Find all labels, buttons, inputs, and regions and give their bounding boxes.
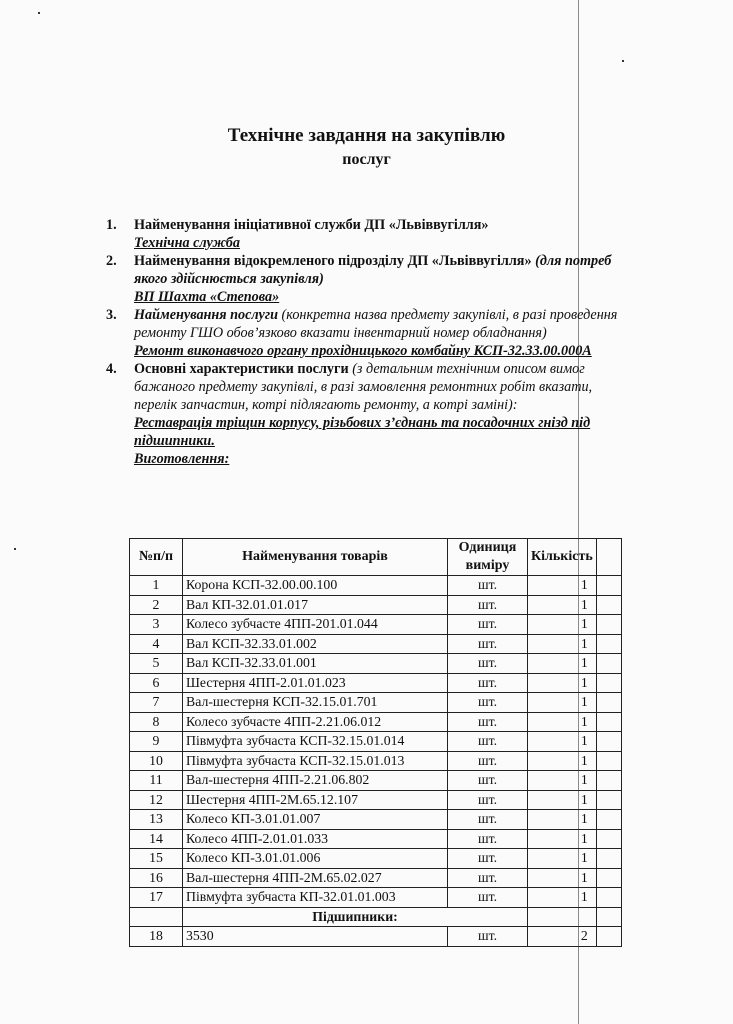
row-quantity: 1 xyxy=(528,693,597,713)
row-unit: шт. xyxy=(448,712,528,732)
row-extra-cell xyxy=(596,888,621,908)
row-extra-cell xyxy=(596,712,621,732)
requirements-list xyxy=(106,216,636,468)
table-row xyxy=(130,771,622,791)
row-extra-cell xyxy=(596,693,621,713)
table-row xyxy=(130,751,622,771)
row-number: 14 xyxy=(130,829,183,849)
table-row xyxy=(130,868,622,888)
row-item-name: Колесо КП-3.01.01.007 xyxy=(183,810,448,830)
row-unit: шт. xyxy=(448,751,528,771)
row-extra-cell xyxy=(596,615,621,635)
row-number: 2 xyxy=(130,595,183,615)
section-answer: Ремонт виконавчого органу прохідницького комбайну КСП-32.33.00.000А xyxy=(134,343,592,359)
section-answer: ВП Шахта «Степова» xyxy=(134,289,280,305)
row-unit: шт. xyxy=(448,849,528,869)
row-quantity: 1 xyxy=(528,732,597,752)
row-number: 6 xyxy=(130,673,183,693)
row-item-name: Вал КП-32.01.01.017 xyxy=(183,595,448,615)
table-row xyxy=(130,654,622,674)
row-extra-cell xyxy=(596,927,621,947)
row-unit: шт. xyxy=(448,829,528,849)
row-number: 7 xyxy=(130,693,183,713)
subheading-empty-cell xyxy=(130,907,183,927)
row-extra-cell xyxy=(596,849,621,869)
section-1 xyxy=(106,216,636,252)
document-subtitle: послуг xyxy=(342,151,391,168)
goods-table-body xyxy=(130,576,622,947)
table-header-row xyxy=(130,539,622,576)
row-number: 9 xyxy=(130,732,183,752)
row-extra-cell xyxy=(596,673,621,693)
row-number: 8 xyxy=(130,712,183,732)
row-unit: шт. xyxy=(448,888,528,908)
section-heading: Найменування ініціативної служби ДП «Львіввугілля» xyxy=(134,217,489,233)
row-quantity: 1 xyxy=(528,673,597,693)
section-note: (для потреб якого здійснюється закупівля) xyxy=(134,253,612,287)
row-extra-cell xyxy=(596,576,621,596)
row-number: 13 xyxy=(130,810,183,830)
row-number: 12 xyxy=(130,790,183,810)
subheading-bearings: Підшипники: xyxy=(183,907,528,927)
row-unit: шт. xyxy=(448,654,528,674)
row-extra-cell xyxy=(596,868,621,888)
row-number: 5 xyxy=(130,654,183,674)
row-quantity: 1 xyxy=(528,576,597,596)
scan-speck xyxy=(38,12,40,14)
table-row xyxy=(130,927,622,947)
table-row xyxy=(130,693,622,713)
header-unit: Одиниця виміру xyxy=(448,539,528,576)
row-item-name: Шестерня 4ПП-2.01.01.023 xyxy=(183,673,448,693)
section-number: 1. xyxy=(106,217,117,233)
row-item-name: Вал КСП-32.33.01.002 xyxy=(183,634,448,654)
section-number: 2. xyxy=(106,253,117,269)
row-number: 10 xyxy=(130,751,183,771)
row-extra-cell xyxy=(596,654,621,674)
row-unit: шт. xyxy=(448,790,528,810)
row-extra-cell xyxy=(596,634,621,654)
table-row xyxy=(130,615,622,635)
table-row xyxy=(130,849,622,869)
header-quantity: Кількість xyxy=(528,539,597,576)
row-number: 15 xyxy=(130,849,183,869)
row-item-name: Колесо зубчасте 4ПП-2.21.06.012 xyxy=(183,712,448,732)
row-unit: шт. xyxy=(448,868,528,888)
section-3 xyxy=(106,306,636,360)
scan-speck xyxy=(622,60,624,62)
section-4 xyxy=(106,360,636,468)
section-number: 4. xyxy=(106,361,117,377)
row-number: 18 xyxy=(130,927,183,947)
header-name: Найменування товарів xyxy=(183,539,448,576)
table-row xyxy=(130,576,622,596)
row-item-name: Шестерня 4ПП-2М.65.12.107 xyxy=(183,790,448,810)
row-item-name: Півмуфта зубчаста КСП-32.15.01.013 xyxy=(183,751,448,771)
section-note: (конкретна назва предмету закупівлі, в разі проведення ремонту ГШО обов’язково вказати інвентарний номер обладнання) xyxy=(134,307,618,341)
row-quantity: 1 xyxy=(528,771,597,791)
table-row xyxy=(130,595,622,615)
row-unit: шт. xyxy=(448,576,528,596)
row-quantity: 1 xyxy=(528,868,597,888)
table-row xyxy=(130,790,622,810)
row-quantity: 1 xyxy=(528,790,597,810)
row-unit: шт. xyxy=(448,634,528,654)
table-row xyxy=(130,829,622,849)
table-row xyxy=(130,732,622,752)
row-item-name: Колесо 4ПП-2.01.01.033 xyxy=(183,829,448,849)
row-quantity: 2 xyxy=(528,927,597,947)
row-item-name: Півмуфта зубчаста КП-32.01.01.003 xyxy=(183,888,448,908)
section-heading: Найменування послуги xyxy=(134,307,278,323)
row-unit: шт. xyxy=(448,771,528,791)
row-number: 17 xyxy=(130,888,183,908)
row-extra-cell xyxy=(596,790,621,810)
section-answer: Реставрація тріщин корпусу, різьбових з’єднань та посадочних гнізд під підшипники. xyxy=(134,415,591,449)
table-row xyxy=(130,888,622,908)
row-extra-cell xyxy=(596,829,621,849)
row-item-name: 3530 xyxy=(183,927,448,947)
row-quantity: 1 xyxy=(528,654,597,674)
document-title: Технічне завдання на закупівлю xyxy=(227,125,506,146)
subheading-empty-cell xyxy=(528,907,597,927)
section-note: (з детальним технічним описом вимог бажаного предмету закупівлі, в разі замовлення ремонтних робіт вказати, перелік запчастин, котрі підлягають ремонту, а котрі заміні): xyxy=(134,361,593,413)
row-extra-cell xyxy=(596,907,621,927)
row-number: 16 xyxy=(130,868,183,888)
row-quantity: 1 xyxy=(528,615,597,635)
row-number: 11 xyxy=(130,771,183,791)
row-quantity: 1 xyxy=(528,751,597,771)
table-subheading-row xyxy=(130,907,622,927)
row-number: 3 xyxy=(130,615,183,635)
row-item-name: Вал-шестерня 4ПП-2.21.06.802 xyxy=(183,771,448,791)
row-item-name: Півмуфта зубчаста КСП-32.15.01.014 xyxy=(183,732,448,752)
row-extra-cell xyxy=(596,595,621,615)
row-item-name: Колесо зубчасте 4ПП-201.01.044 xyxy=(183,615,448,635)
row-item-name: Корона КСП-32.00.00.100 xyxy=(183,576,448,596)
header-extra xyxy=(596,539,621,576)
table-row xyxy=(130,634,622,654)
row-unit: шт. xyxy=(448,927,528,947)
row-quantity: 1 xyxy=(528,888,597,908)
row-unit: шт. xyxy=(448,732,528,752)
section-answer-manufacturing: Виготовлення: xyxy=(134,451,230,467)
section-heading: Найменування відокремленого підрозділу ДП «Львіввугілля» xyxy=(134,253,532,269)
row-extra-cell xyxy=(596,732,621,752)
section-number: 3. xyxy=(106,307,117,323)
row-quantity: 1 xyxy=(528,634,597,654)
table-row xyxy=(130,810,622,830)
row-unit: шт. xyxy=(448,595,528,615)
row-unit: шт. xyxy=(448,673,528,693)
scan-speck xyxy=(14,548,16,550)
row-quantity: 1 xyxy=(528,595,597,615)
row-item-name: Колесо КП-3.01.01.006 xyxy=(183,849,448,869)
row-unit: шт. xyxy=(448,810,528,830)
table-row xyxy=(130,673,622,693)
row-number: 1 xyxy=(130,576,183,596)
row-extra-cell xyxy=(596,771,621,791)
header-number: №п/п xyxy=(130,539,183,576)
row-quantity: 1 xyxy=(528,829,597,849)
row-number: 4 xyxy=(130,634,183,654)
table-row xyxy=(130,712,622,732)
goods-table xyxy=(129,538,622,947)
row-item-name: Вал-шестерня КСП-32.15.01.701 xyxy=(183,693,448,713)
row-item-name: Вал КСП-32.33.01.001 xyxy=(183,654,448,674)
row-extra-cell xyxy=(596,751,621,771)
section-2 xyxy=(106,252,636,306)
row-quantity: 1 xyxy=(528,849,597,869)
row-extra-cell xyxy=(596,810,621,830)
row-quantity: 1 xyxy=(528,712,597,732)
section-answer: Технічна служба xyxy=(134,235,240,251)
row-unit: шт. xyxy=(448,615,528,635)
row-item-name: Вал-шестерня 4ПП-2М.65.02.027 xyxy=(183,868,448,888)
row-unit: шт. xyxy=(448,693,528,713)
section-heading: Основні характеристики послуги xyxy=(134,361,349,377)
row-quantity: 1 xyxy=(528,810,597,830)
